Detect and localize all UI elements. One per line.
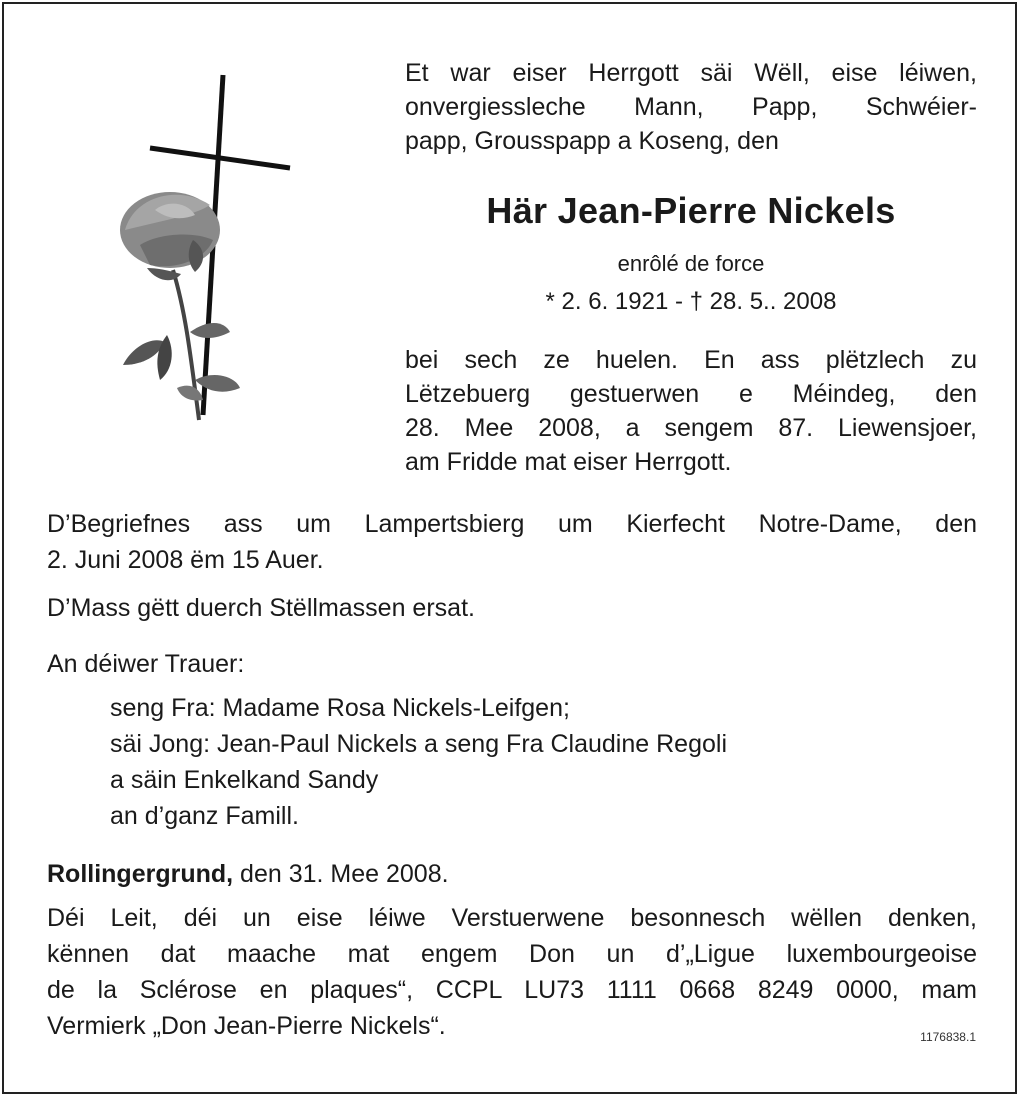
death-line: 28. Mee 2008, a sengem 87. Liewensjoer,: [405, 414, 977, 442]
death-line: Lëtzebuerg gestuerwen e Méindeg, den: [405, 380, 977, 408]
intro-line: onvergiessleche Mann, Papp, Schwéier-: [405, 93, 977, 121]
place-date-line: [47, 856, 977, 892]
donation-paragraph: [47, 900, 977, 1044]
death-line: am Fridde mat eiser Herrgott.: [405, 448, 732, 476]
intro-line: Et war eiser Herrgott säi Wëll, eise léiwen,: [405, 59, 977, 87]
funeral-paragraph: [47, 506, 977, 578]
mourner-line: a säin Enkelkand Sandy: [110, 766, 379, 794]
mass-paragraph: [47, 590, 977, 626]
deceased-name: Här Jean-Pierre Nickels: [486, 190, 896, 231]
mourner-line: säi Jong: Jean-Paul Nickels a seng Fra Claudine Regoli: [110, 730, 727, 758]
donation-line: de la Sclérose en plaques“, CCPL LU73 1111 0668 8249 0000, mam: [47, 976, 977, 1004]
donation-line: Déi Leit, déi un eise léiwe Verstuerwene besonnesch wëllen denken,: [47, 904, 977, 932]
rose-icon: [120, 192, 240, 420]
cross-with-rose-icon: [95, 70, 305, 430]
place-date-text: [47, 856, 977, 892]
mourner-line: seng Fra: Madame Rosa Nickels-Leifgen;: [110, 694, 570, 722]
donation-line: kënnen dat maache mat engem Don un d’„Ligue luxembourgeoise: [47, 940, 977, 968]
mourners-heading-text: An déiwer Trauer:: [47, 650, 245, 678]
mourners-list: [110, 690, 970, 834]
mass-line: D’Mass gëtt duerch Stëllmassen ersat.: [47, 594, 475, 622]
notice-date: den 31. Mee 2008.: [233, 860, 449, 888]
intro-paragraph: [405, 56, 977, 158]
funeral-line: 2. Juni 2008 ëm 15 Auer.: [47, 546, 324, 574]
intro-line: papp, Grousspapp a Koseng, den: [405, 127, 779, 155]
deceased-subtitle: enrôlé de force: [617, 251, 765, 276]
mourners-heading: [47, 646, 977, 682]
death-paragraph: [405, 343, 977, 479]
donation-line: Vermierk „Don Jean-Pierre Nickels“.: [47, 1012, 446, 1040]
life-dates: * 2. 6. 1921 - † 28. 5.. 2008: [545, 288, 837, 315]
funeral-line: D’Begriefnes ass um Lampertsbierg um Kierfecht Notre-Dame, den: [47, 510, 977, 538]
mourner-line: an d’ganz Famill.: [110, 802, 299, 830]
place-name: Rollingergrund,: [47, 860, 234, 888]
death-line: bei sech ze huelen. En ass plëtzlech zu: [405, 346, 977, 374]
reference-number: 1176838.1: [920, 1030, 976, 1044]
